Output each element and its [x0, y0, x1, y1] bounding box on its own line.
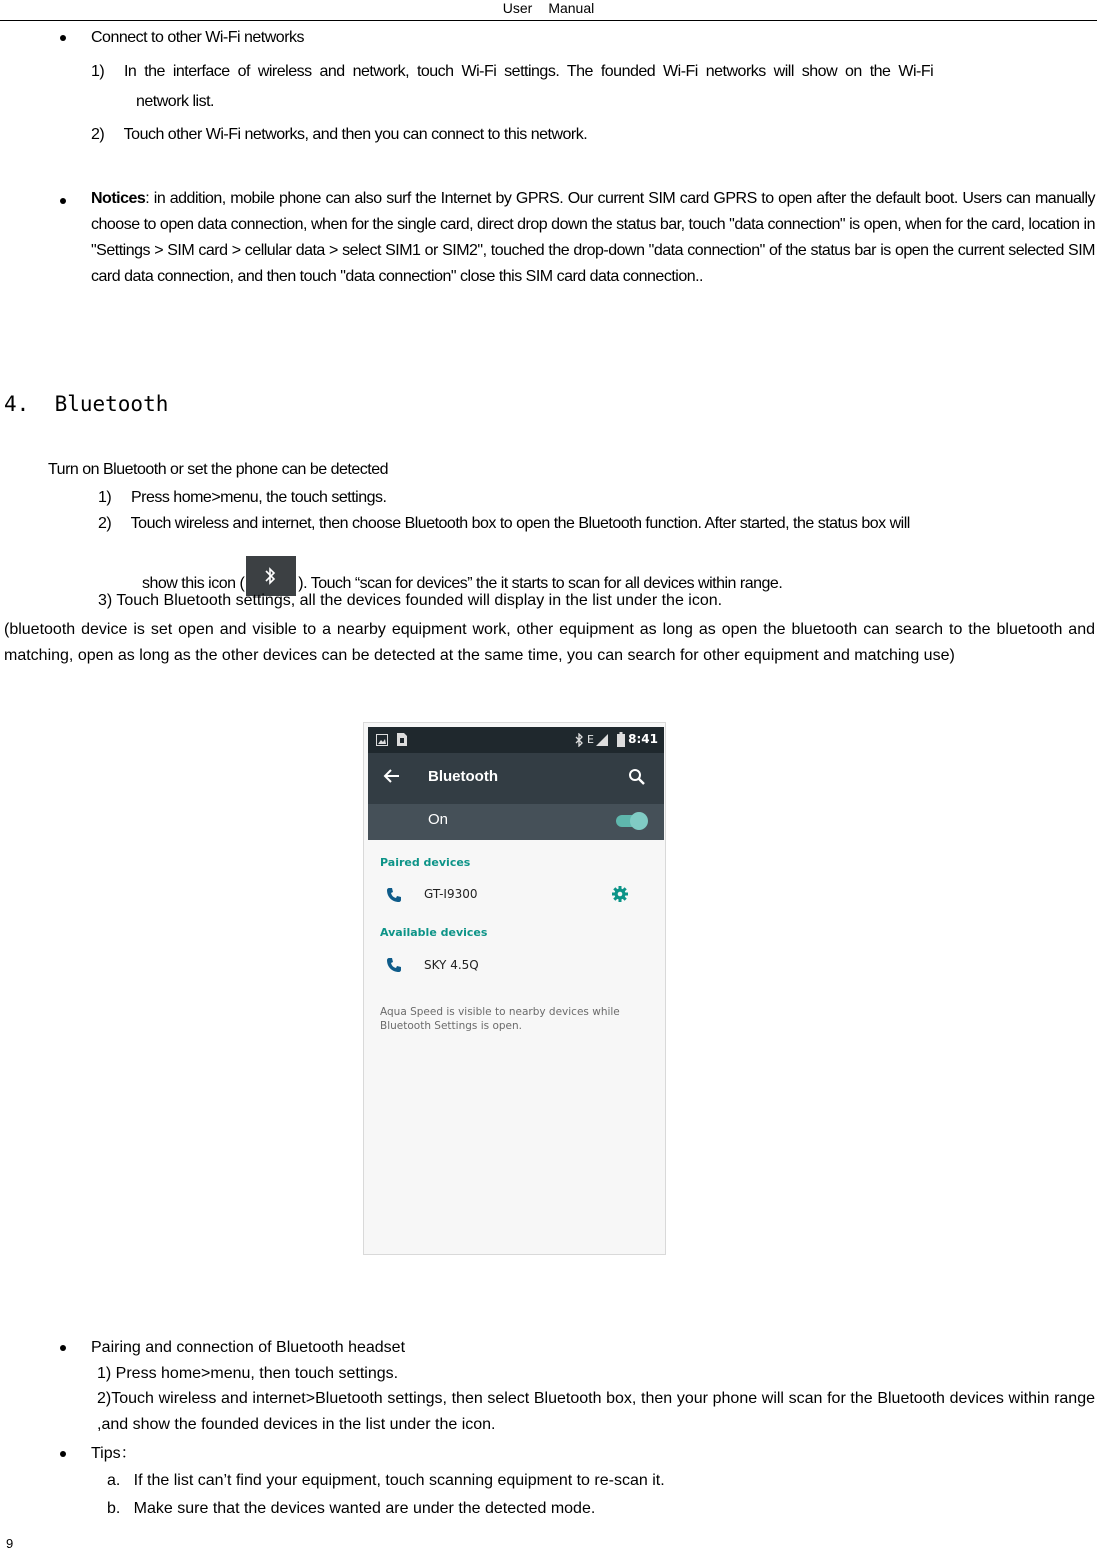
bt-step2-post: ). Touch “scan for devices” the it starts to scan for all devices within range.	[298, 575, 783, 593]
bt-step2-pre: show this icon (	[142, 575, 245, 593]
bt-step1: 1) Press home>menu, the touch settings.	[98, 489, 387, 506]
screen-title: Bluetooth	[428, 768, 498, 785]
phone-icon	[386, 887, 402, 903]
notices-paragraph	[91, 186, 1095, 290]
network-type-label: E	[587, 733, 594, 746]
bullet	[60, 1451, 66, 1457]
paired-devices-header: Paired devices	[380, 856, 471, 869]
wifi-step1-cont: network list.	[136, 93, 214, 110]
turn-on-title: Turn on Bluetooth or set the phone can be detected	[48, 461, 388, 478]
page-header	[0, 0, 1097, 21]
available-devices-header: Available devices	[380, 926, 488, 939]
bluetooth-toggle[interactable]	[616, 815, 646, 827]
sim-card-icon	[397, 733, 407, 746]
bluetooth-status-icon	[246, 556, 296, 596]
bluetooth-settings-screenshot	[363, 722, 666, 1255]
battery-icon	[617, 732, 625, 747]
header-left: User	[502, 0, 533, 16]
section-heading: 4. Bluetooth	[4, 392, 169, 416]
bullet	[60, 1345, 66, 1351]
gear-icon[interactable]	[611, 885, 629, 903]
header-right: Manual	[548, 0, 595, 16]
headset-step2: 2)Touch wireless and internet>Bluetooth settings, then select Bluetooth box, then your phone will scan for the Bluetooth devices within range ,and show the founded devices in the list under the icon.	[97, 1390, 1095, 1433]
bullet	[60, 35, 66, 41]
notices-label: Notices	[91, 190, 146, 207]
clock: 8:41	[628, 732, 658, 746]
wifi-step2: 2) Touch other Wi-Fi networks, and then you can connect to this network.	[91, 126, 588, 143]
paired-device-name[interactable]: GT-I9300	[424, 887, 478, 901]
bluetooth-switch-bar[interactable]	[368, 804, 664, 840]
back-arrow-icon[interactable]	[382, 766, 402, 786]
bt-visibility-paragraph: (bluetooth device is set open and visible to a nearby equipment work, other equipment as long as open the bluetooth can search to the bluetooth and matching, open as long as the other devices can be detected at the same time, you can search for other equipment and matching use)	[4, 621, 1095, 664]
search-icon[interactable]	[628, 768, 646, 786]
wifi-step1: 1) In the interface of wireless and network, touch Wi-Fi settings. The founded Wi-Fi networks will show on the Wi-Fi	[91, 63, 934, 80]
status-bar	[368, 727, 664, 753]
headset-step1: 1) Press home>menu, then touch settings.	[97, 1365, 399, 1382]
signal-icon	[596, 734, 608, 746]
bluetooth-icon	[574, 733, 584, 747]
phone-icon	[386, 957, 402, 973]
headset-title: Pairing and connection of Bluetooth headset	[91, 1339, 406, 1356]
available-device-name[interactable]: SKY 4.5Q	[424, 958, 479, 972]
page-number: 9	[6, 1536, 14, 1551]
tip-a: a. If the list can’t find your equipment, touch scanning equipment to re-scan it.	[107, 1472, 665, 1489]
visibility-note: Aqua Speed is visible to nearby devices while Bluetooth Settings is open.	[380, 1006, 620, 1032]
bt-step2: 2) Touch wireless and internet, then choose Bluetooth box to open the Bluetooth function. After started, the status box will	[98, 515, 910, 532]
tips-title: Tips：	[91, 1445, 137, 1462]
wifi-connect-title: Connect to other Wi-Fi networks	[91, 29, 305, 46]
tip-b: b. Make sure that the devices wanted are under the detected mode.	[107, 1500, 596, 1517]
bt-step3: 3) Touch Bluetooth settings, all the devices founded will display in the list under the icon.	[98, 592, 723, 609]
bullet	[60, 198, 66, 204]
image-notification-icon	[376, 734, 388, 746]
switch-label: On	[428, 811, 449, 828]
notices-text: : in addition, mobile phone can also surf the Internet by GPRS. Our current SIM card GPRS to open after the default boot. Users can manually choose to open data connection, when for the single card, direct drop down the status bar, touch "data connection" is open, when for the card, location in "Settings > SIM card > cellular data > select SIM1 or SIM2", touched the drop-down "data connection" of the status bar is open the current selected SIM card data connection, and then touch "data connection" close this SIM card data connection..	[91, 190, 1095, 285]
action-bar	[368, 753, 664, 804]
toggle-knob	[630, 812, 648, 830]
